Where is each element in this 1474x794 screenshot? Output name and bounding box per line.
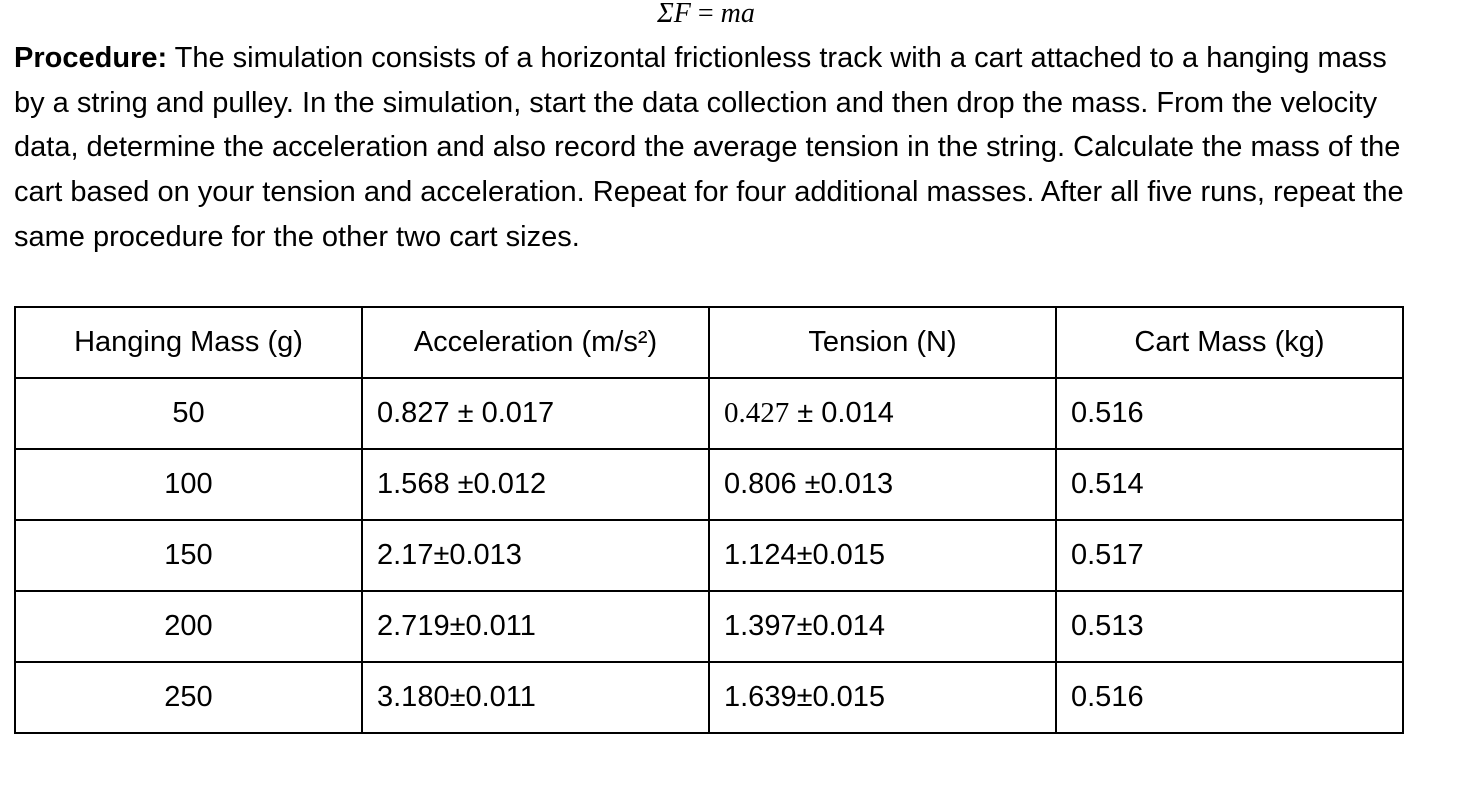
tension-cell xyxy=(709,591,1056,662)
procedure-paragraph xyxy=(14,36,1404,260)
cart-mass-cell: 0.513 xyxy=(1056,591,1403,662)
procedure-text: The simulation consists of a horizontal frictionless track with a cart attached to a hanging mass by a string and pulley. In the simulation, start the data collection and then drop the mass. From the velocity data, determine the acceleration and also record the average tension in the string. Calculate the mass of the cart based on your tension and acceleration. Repeat for four additional masses. After all five runs, repeat the same procedure for the other two cart sizes. xyxy=(14,42,1404,253)
tension-uncertainty: ± 0.014 xyxy=(789,397,894,429)
table-row xyxy=(15,662,1403,733)
table-row xyxy=(15,449,1403,520)
hanging-mass-cell: 200 xyxy=(15,591,362,662)
cart-mass-cell: 0.516 xyxy=(1056,662,1403,733)
acceleration-cell: 3.180±0.011 xyxy=(362,662,709,733)
acceleration-cell: 1.568 ±0.012 xyxy=(362,449,709,520)
hanging-mass-cell: 250 xyxy=(15,662,362,733)
tension-cell xyxy=(709,520,1056,591)
tension-cell xyxy=(709,662,1056,733)
table-header-row xyxy=(15,307,1403,378)
cart-mass-cell: 0.514 xyxy=(1056,449,1403,520)
hanging-mass-cell: 100 xyxy=(15,449,362,520)
table-row xyxy=(15,378,1403,449)
procedure-label: Procedure: xyxy=(14,42,168,74)
hanging-mass-cell: 150 xyxy=(15,520,362,591)
tension-value: 0.806 ±0.013 xyxy=(724,468,894,500)
table-row xyxy=(15,591,1403,662)
header-cart-mass: Cart Mass (kg) xyxy=(1056,307,1403,378)
tension-cell xyxy=(709,449,1056,520)
equation-rhs: ma xyxy=(720,0,755,29)
equation-lhs: ΣF xyxy=(657,0,691,29)
data-table xyxy=(14,306,1404,734)
cart-mass-cell: 0.517 xyxy=(1056,520,1403,591)
header-hanging-mass: Hanging Mass (g) xyxy=(15,307,362,378)
equation-operator: = xyxy=(697,0,714,29)
acceleration-cell: 0.827 ± 0.017 xyxy=(362,378,709,449)
tension-value: 1.639±0.015 xyxy=(724,681,886,713)
header-acceleration: Acceleration (m/s²) xyxy=(362,307,709,378)
cart-mass-cell: 0.516 xyxy=(1056,378,1403,449)
tension-value: 0.427 xyxy=(724,397,790,429)
tension-value: 1.397±0.014 xyxy=(724,610,886,642)
hanging-mass-cell: 50 xyxy=(15,378,362,449)
acceleration-cell: 2.719±0.011 xyxy=(362,591,709,662)
header-tension: Tension (N) xyxy=(709,307,1056,378)
equation xyxy=(0,0,1412,32)
tension-value: 1.124±0.015 xyxy=(724,539,886,571)
table-row xyxy=(15,520,1403,591)
acceleration-cell: 2.17±0.013 xyxy=(362,520,709,591)
tension-cell xyxy=(709,378,1056,449)
